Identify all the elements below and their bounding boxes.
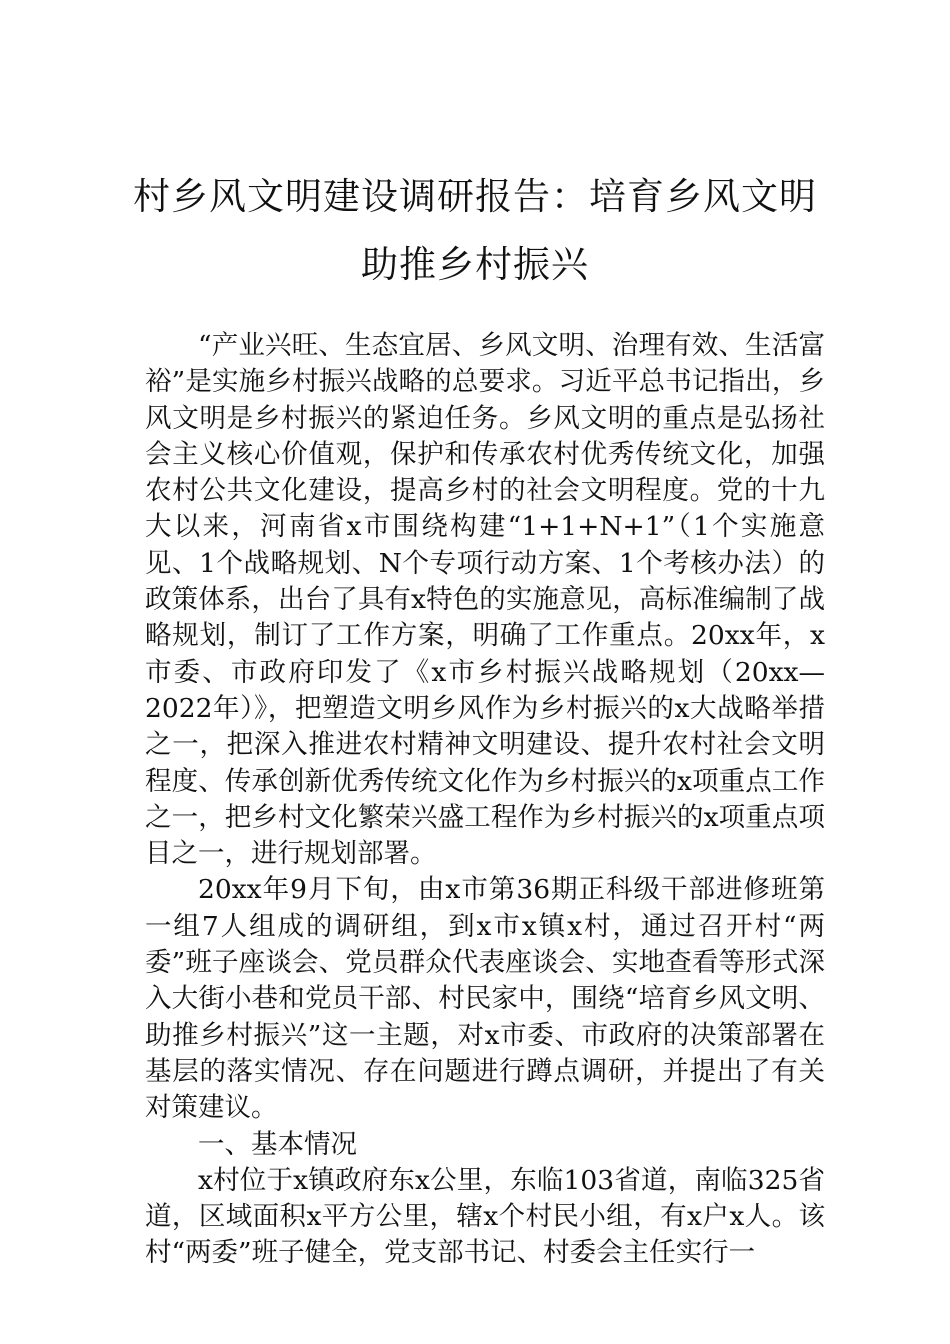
- document-title-line-1: 村乡风文明建设调研报告：培育乡风文明: [133, 175, 817, 218]
- body-paragraph-1: “产业兴旺、生态宜居、乡风文明、治理有效、生活富裕”是实施乡村振兴战略的总要求。习近平总书记指出，乡风文明是乡村振兴的紧迫任务。乡风文明的重点是弘扬社会主义核心价值观，保护和传承农村优秀传统文化，加强农村公共文化建设，提高乡村的社会文明程度。党的十九大以来，河南省x市围绕构建“1+1+N+1”（1个实施意见、1个战略规划、N个专项行动方案、1个考核办法）的政策体系，出台了具有x特色的实施意见，高标准编制了战略规划，制订了工作方案，明确了工作重点。20xx年，x市委、市政府印发了《x市乡村振兴战略规划（20xx—2022年）》，把塑造文明乡风作为乡村振兴的x大战略举措之一，把深入推进农村精神文明建设、提升农村社会文明程度、传承创新优秀传统文化作为乡村振兴的x项重点工作之一，把乡村文化繁荣兴盛工程作为乡村振兴的x项重点项目之一，进行规划部署。: [145, 330, 825, 870]
- document-title-line-2: 助推乡村振兴: [361, 243, 589, 286]
- section-heading-basic-situation: 一、基本情况: [198, 1128, 357, 1160]
- body-paragraph-3: x村位于x镇政府东x公里，东临103省道，南临325省道，区域面积x平方公里，辖x个村民小组，有x户x人。该村“两委”班子健全，党支部书记、村委会主任实行一: [145, 1164, 825, 1269]
- document-body: [145, 328, 825, 1272]
- body-paragraph-2: 20xx年9月下旬，由x市第36期正科级干部进修班第一组7人组成的调研组，到x市x镇x村，通过召开村“两委”班子座谈会、党员群众代表座谈会、实地查看等形式深入大街小巷和党员干部、村民家中，围绕“培育乡风文明、助推乡村振兴”这一主题，对x市委、市政府的决策部署在基层的落实情况、存在问题进行蹲点调研，并提出了有关对策建议。: [145, 874, 825, 1124]
